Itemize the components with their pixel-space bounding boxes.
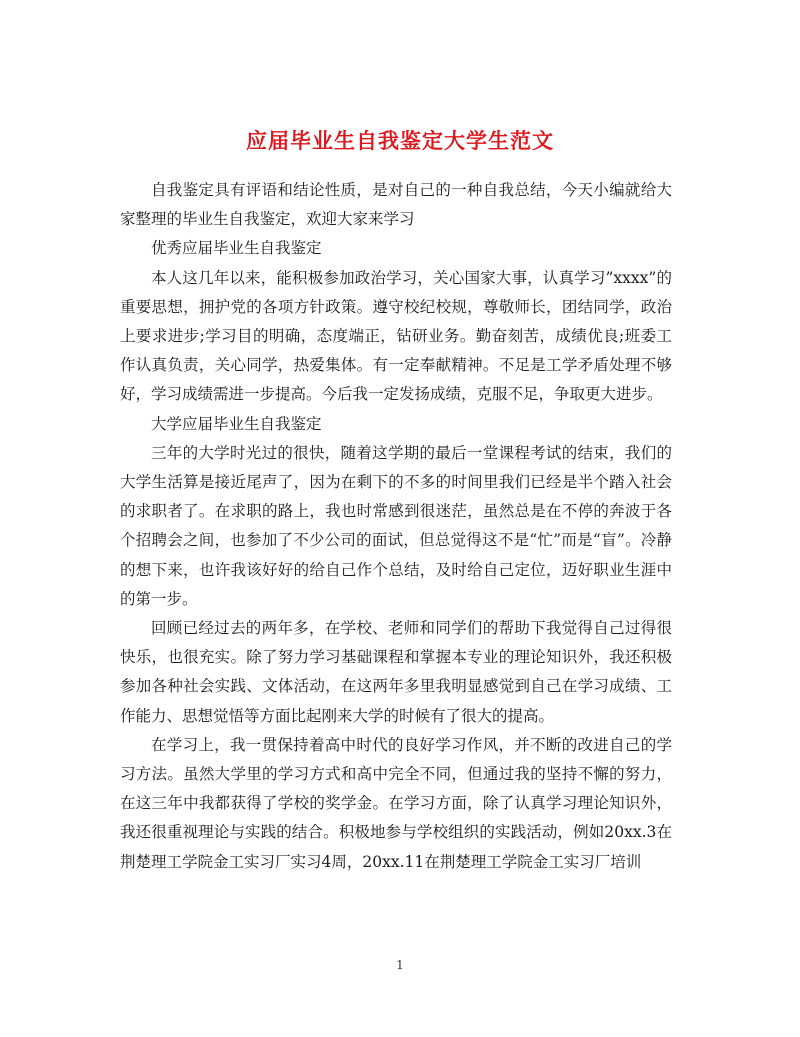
body-paragraph: 本人这几年以来，能积极参加政治学习，关心国家大事，认真学习”xxxx”的重要思想，拥护党的各项方针政策。遵守校纪校规，尊敬师长，团结同学，政治上要求进步;学习目的明确，态度端正，钻研业务。勤奋刻苦，成绩优良;班委工作认真负责，关心同学，热爱集体。有一定奉献精神。不足是工学矛盾处理不够好，学习成绩需进一步提高。今后我一定发扬成绩，克服不足，争取更大进步。 bbox=[120, 268, 672, 404]
body-paragraph: 回顾已经过去的两年多，在学校、老师和同学们的帮助下我觉得自己过得很快乐，也很充实。除了努力学习基础课程和掌握本专业的理论知识外，我还积极参加各种社会实践、文体活动，在这两年多里我明显感觉到自己在学习成绩、工作能力、思想觉悟等方面比起刚来大学的时候有了很大的提高。 bbox=[120, 619, 672, 725]
section-heading-excellent: 优秀应届毕业生自我鉴定 bbox=[151, 239, 322, 258]
document-body bbox=[120, 176, 672, 877]
document-title: 应届毕业生自我鉴定大学生范文 bbox=[246, 128, 554, 154]
section-heading-university: 大学应届毕业生自我鉴定 bbox=[151, 414, 322, 433]
page-number: 1 bbox=[396, 958, 404, 972]
intro-paragraph: 自我鉴定具有评语和结论性质，是对自己的一种自我总结，今天小编就给大家整理的毕业生自我鉴定，欢迎大家来学习 bbox=[120, 181, 672, 229]
body-paragraph: 在学习上，我一贯保持着高中时代的良好学习作风，并不断的改进自己的学习方法。虽然大学里的学习方式和高中完全不同，但通过我的坚持不懈的努力，在这三年中我都获得了学校的奖学金。在学习方面，除了认真学习理论知识外，我还很重视理论与实践的结合。积极地参与学校组织的实践活动，例如20xx.3在荆楚理工学院金工实习厂实习4周，20xx.11在荆楚理工学院金工实习厂培训 bbox=[120, 735, 672, 871]
body-paragraph: 三年的大学时光过的很快，随着这学期的最后一堂课程考试的结束，我们的大学生活算是接近尾声了，因为在剩下的不多的时间里我们已经是半个踏入社会的求职者了。在求职的路上，我也时常感到很迷茫，虽然总是在不停的奔波于各个招聘会之间，也参加了不少公司的面试，但总觉得这不是“忙”而是“盲”。冷静的想下来，也许我该好好的给自己作个总结，及时给自己定位，迈好职业生涯中的第一步。 bbox=[120, 443, 672, 608]
